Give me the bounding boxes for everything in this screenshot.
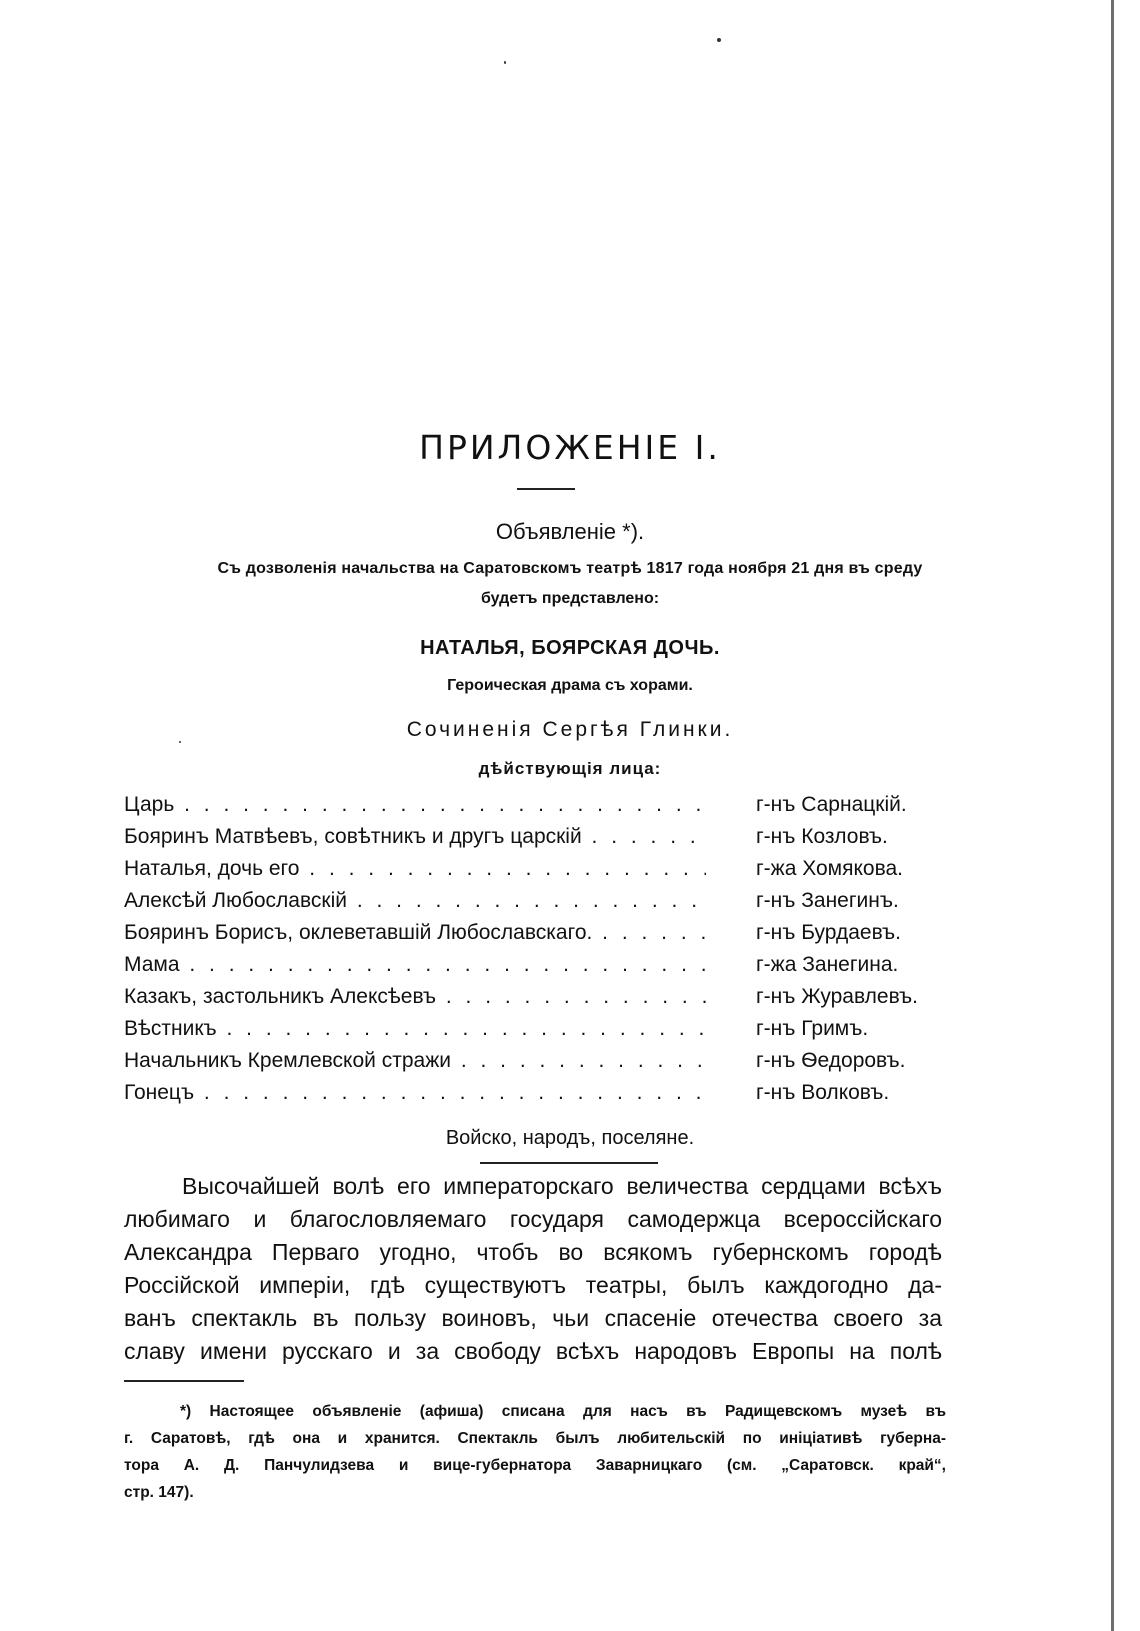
cast-actor: г-нъ Сарнацкiй.	[756, 793, 907, 816]
body-line: ванъ спектакль въ пользу воиновъ, чьи спасенiе отечества своего за	[124, 1305, 942, 1331]
body-line: славу имени русскаго и за свободу всѣхъ народовъ Европы на полѣ	[124, 1338, 942, 1364]
cast-actor: г-жа Занегина.	[756, 953, 899, 976]
title-divider	[517, 488, 575, 490]
cast-role: Вѣстникъ . . .	[124, 1013, 706, 1045]
play-author: Сочиненiя Сергѣя Глинки.	[406, 718, 734, 741]
cast-row	[124, 853, 974, 885]
cast-row	[124, 821, 974, 853]
ink-speck	[504, 61, 506, 64]
cast-role: Царь . . .	[124, 789, 706, 821]
cast-actor: г-нъ Бурдаевъ.	[756, 921, 902, 944]
cast-actor: г-нъ Козловъ.	[756, 825, 888, 848]
cast-row	[124, 1077, 974, 1109]
cast-row	[124, 1013, 974, 1045]
cast-role: Бояринъ Борисъ, оклеветавшiй Любославскаго. . . .	[124, 917, 706, 949]
page-edge-shadow	[1111, 0, 1114, 1631]
cast-actor: г-нъ Ѳедоровъ.	[756, 1049, 906, 1072]
cast-row	[124, 885, 974, 917]
cast-actor: г-жа Хомякова.	[756, 857, 904, 880]
ink-speck	[717, 38, 721, 42]
cast-role: Бояринъ Матвѣевъ, совѣтникъ и другъ царскiй . . .	[124, 821, 706, 853]
body-line: Высочайшей волѣ его императорскаго величества сердцами всѣхъ	[182, 1173, 942, 1199]
cast-actor: г-нъ Волковъ.	[756, 1081, 890, 1104]
body-line: Александра Перваго угодно, чтобъ во всякомъ губернскомъ городѣ	[124, 1239, 942, 1265]
cast-role: Гонецъ . . .	[124, 1077, 706, 1109]
cast-row	[124, 981, 974, 1013]
cast-role: Алексѣй Любославскiй . . .	[124, 885, 706, 917]
body-line: Россiйской имперiи, гдѣ существуютъ театры, былъ каждогодно да-	[124, 1272, 942, 1298]
footnote-line: *) Настоящее объявленiе (афиша) списана для насъ въ Радищевскомъ музеѣ въ	[180, 1403, 946, 1420]
cast-row	[124, 789, 974, 821]
cast-role: Начальникъ Кремлевской стражи . . .	[124, 1045, 706, 1077]
intro-line-1: Съ дозволенiя начальства на Саратовскомъ театрѣ 1817 года ноября 21 дня въ среду	[217, 560, 923, 577]
cast-row	[124, 917, 974, 949]
cast-role: Казакъ, застольникъ Алексѣевъ . . .	[124, 981, 706, 1013]
cast-role: Мама . . .	[124, 949, 706, 981]
cast-row	[124, 1045, 974, 1077]
play-title: НАТАЛЬЯ, БОЯРСКАЯ ДОЧЬ.	[420, 637, 720, 659]
notice-heading: Объявленiе *).	[495, 519, 645, 544]
body-paragraph	[124, 1170, 942, 1368]
appendix-title: ПРИЛОЖЕНIЕ I.	[419, 428, 721, 467]
cast-actor: г-нъ Гримъ.	[756, 1017, 869, 1040]
play-genre: Героическая драма съ хорами.	[447, 677, 693, 694]
footnote	[124, 1398, 946, 1506]
cast-crowd: Войско, народъ, поселяне.	[445, 1127, 695, 1149]
intro-line-2: будетъ представлено:	[480, 590, 660, 607]
footnote-divider	[124, 1380, 244, 1382]
cast-role: Наталья, дочь его . . .	[124, 853, 706, 885]
cast-actor: г-нъ Занегинъ.	[756, 889, 899, 912]
footnote-line: тора А. Д. Панчулидзева и вице-губернатора Заварницкаго (см. „Саратовск. край“,	[124, 1457, 946, 1474]
body-line: любимаго и благословляемаго государя самодержца всероссiйскаго	[124, 1206, 942, 1232]
cast-row	[124, 949, 974, 981]
cast-heading: дѣйствующiя лица:	[478, 759, 662, 778]
footnote-line: г. Саратовѣ, гдѣ она и хранится. Спектакль былъ любительскiй по инiцiативѣ губерна-	[124, 1430, 946, 1447]
cast-actor: г-нъ Журавлевъ.	[756, 985, 919, 1008]
footnote-line: стр. 147).	[124, 1484, 194, 1501]
section-divider	[480, 1162, 658, 1164]
cast-list	[124, 789, 974, 1109]
